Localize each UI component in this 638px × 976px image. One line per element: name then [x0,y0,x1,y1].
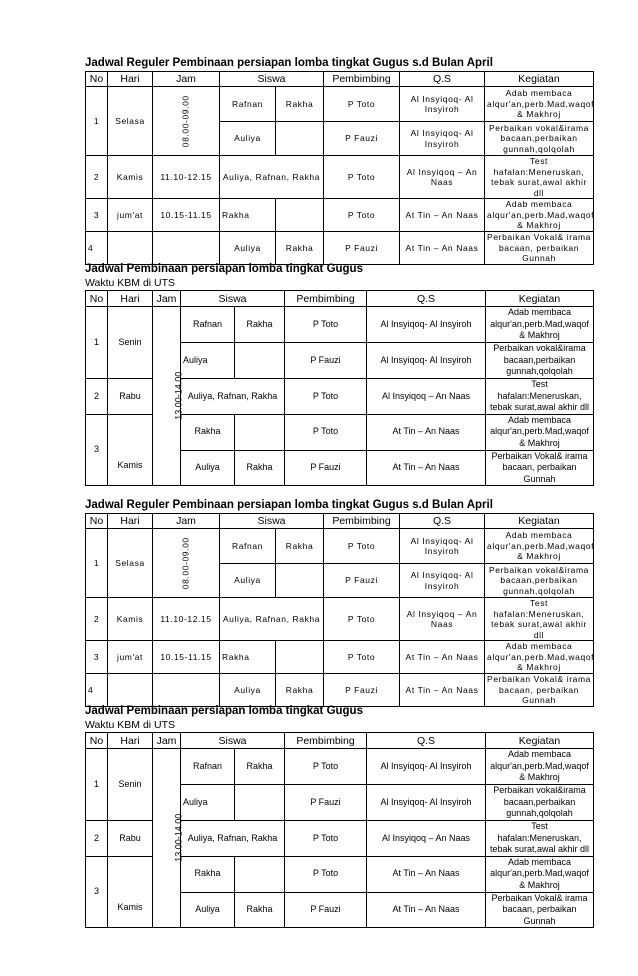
table-row [86,598,594,641]
section-title: Jadwal Reguler Pembinaan persiapan lomba tingkat Gugus s.d Bulan April [85,499,493,511]
cell-hari: jum'at [108,641,153,674]
cell-no: 1 [86,749,108,821]
cell-jam [153,307,184,486]
cell-siswa-2: Rakha [235,749,285,785]
schedule-table [85,290,594,486]
cell-siswa: Auliya, Rafnan, Rakha [181,379,285,415]
cell-pembimbing: P Fauzi [324,564,400,598]
header-hari: Hari [108,733,153,749]
cell-kegiatan: Adab membaca alqur'an,perb.Mad,waqof & Makhroj [485,529,594,564]
cell-hari: Kamis [108,414,153,486]
cell-kegiatan: Adab membaca alqur'an,perb.Mad,waqof & Makhroj [485,87,594,122]
cell-kegiatan: Test hafalan:Meneruskan, tebak surat,awal akhir dll [485,156,594,199]
cell-jam: 10.15-11.15 [153,641,220,674]
cell-hari: Selasa [108,529,153,598]
section-title: Jadwal Reguler Pembinaan persiapan lomba tingkat Gugus s.d Bulan April [85,57,493,69]
header-pembimbing: Pembimbing [285,291,367,307]
cell-pembimbing: P Toto [324,156,400,199]
cell-pembimbing: P Toto [285,821,367,857]
cell-siswa-2 [235,343,285,379]
cell-pembimbing: P Toto [324,641,400,674]
header-siswa: Siswa [220,514,324,529]
cell-siswa-1: Rafnan [181,307,235,343]
cell-kegiatan: Test hafalan:Meneruskan, tebak surat,awal akhir dll [485,598,594,641]
cell-hari [108,674,153,707]
cell-no: 1 [86,307,108,379]
cell-jam [153,87,220,156]
section-subtitle: Waktu KBM di UTS [85,719,176,731]
cell-qs: Al Insyiqoq- Al Insyiroh [400,87,485,122]
cell-kegiatan: Adab membaca alqur'an,perb.Mad,waqof & Makhroj [485,641,594,674]
header-jam: Jam [153,733,181,749]
cell-kegiatan: Perbaikan vokal&irama bacaan,perbaikan gunnah,qolqolah [486,343,594,379]
cell-kegiatan: Perbaikan Vokal& irama bacaan, perbaikan Gunnah [486,450,594,486]
cell-hari: Selasa [108,87,153,156]
schedule-section-uts-1 [85,262,593,486]
cell-pembimbing: P Fauzi [324,674,400,707]
header-pembimbing: Pembimbing [324,72,400,87]
cell-qs: Al Insyiqoq – An Naas [367,821,486,857]
cell-no: 2 [86,156,108,199]
header-kegiatan: Kegiatan [485,514,594,529]
cell-pembimbing: P Fauzi [324,122,400,156]
header-jam: Jam [153,72,220,87]
cell-hari: jum'at [108,199,153,232]
table-row [86,87,594,122]
header-no: No [86,733,108,749]
section-title: Jadwal Pembinaan persiapan lomba tingkat Gugus [85,705,363,717]
cell-siswa-2 [235,856,285,892]
cell-kegiatan: Adab membaca alqur'an,perb.Mad,waqof & Makhroj [486,414,594,450]
table-row [86,749,594,785]
cell-kegiatan: Perbaikan vokal&irama bacaan,perbaikan gunnah,qolqolah [485,564,594,598]
cell-hari: Rabu [108,379,153,415]
cell-kegiatan: Perbaikan vokal&irama bacaan,perbaikan gunnah,qolqolah [485,122,594,156]
cell-siswa-1: Rafnan [220,529,276,564]
cell-no: 1 [86,529,108,598]
cell-no: 4 [86,674,108,707]
cell-siswa-2 [276,122,324,156]
header-qs: Q.S [367,291,486,307]
cell-qs: Al Insyiqoq – An Naas [400,156,485,199]
cell-pembimbing: P Toto [285,414,367,450]
table-header-row [86,291,594,307]
cell-jam: 11.10-12.15 [153,598,220,641]
cell-siswa-2 [235,785,285,821]
cell-jam [153,232,220,265]
cell-siswa-2: Rakha [235,892,285,928]
cell-pembimbing: P Toto [285,379,367,415]
header-qs: Q.S [400,514,485,529]
cell-siswa-2: Rakha [276,232,324,265]
cell-pembimbing: P Fauzi [285,343,367,379]
header-hari: Hari [108,514,153,529]
schedule-table [85,732,594,928]
cell-pembimbing: P Toto [324,199,400,232]
cell-qs: Al Insyiqoq- Al Insyiroh [400,529,485,564]
header-no: No [86,514,108,529]
header-kegiatan: Kegiatan [486,291,594,307]
cell-no: 4 [86,232,108,265]
jam-vertical-text: 08.00-09.00 [180,95,191,147]
table-row [86,232,594,265]
cell-qs: Al Insyiqoq- Al Insyiroh [400,122,485,156]
header-no: No [86,291,108,307]
cell-no: 3 [86,414,108,486]
cell-siswa-2: Rakha [235,307,285,343]
cell-siswa-2: Rakha [235,450,285,486]
cell-jam [153,529,220,598]
cell-qs: At Tin – An Naas [367,414,486,450]
cell-no: 1 [86,87,108,156]
header-jam: Jam [153,514,220,529]
header-hari: Hari [108,72,153,87]
cell-siswa-2 [276,199,324,232]
cell-jam [153,674,220,707]
cell-siswa: Auliya, Rafnan, Rakha [181,821,285,857]
header-kegiatan: Kegiatan [485,72,594,87]
cell-siswa-1: Rakha [181,414,235,450]
cell-siswa: Auliya, Rafnan, Rakha [220,598,324,641]
cell-siswa-1: Auliya [220,674,276,707]
cell-siswa-1: Auliya [181,343,235,379]
cell-pembimbing: P Fauzi [285,450,367,486]
cell-hari: Kamis [108,598,153,641]
cell-hari: Rabu [108,821,153,857]
table-row [86,199,594,232]
header-no: No [86,72,108,87]
cell-no: 2 [86,598,108,641]
cell-kegiatan: Adab membaca alqur'an,perb.Mad,waqof & Makhroj [485,199,594,232]
section-title: Jadwal Pembinaan persiapan lomba tingkat Gugus [85,263,363,275]
cell-no: 2 [86,821,108,857]
cell-qs: Al Insyiqoq- Al Insyiroh [367,343,486,379]
cell-hari [108,232,153,265]
jam-vertical-text: 13.00-14.00 [173,813,184,863]
cell-kegiatan: Perbaikan Vokal& irama bacaan, perbaikan Gunnah [485,232,594,265]
cell-pembimbing: P Fauzi [324,232,400,265]
cell-jam: 10.15-11.15 [153,199,220,232]
schedule-table [85,71,594,265]
cell-pembimbing: P Toto [324,87,400,122]
cell-siswa-2 [276,641,324,674]
schedule-section-reguler-2 [85,498,593,707]
cell-kegiatan: Perbaikan Vokal& irama bacaan, perbaikan Gunnah [486,892,594,928]
cell-kegiatan: Adab membaca alqur'an,perb.Mad,waqof & Makhroj [486,307,594,343]
cell-siswa-1: Auliya [181,892,235,928]
cell-pembimbing: P Toto [285,749,367,785]
header-siswa: Siswa [181,733,285,749]
cell-siswa-1: Rakha [220,641,276,674]
cell-kegiatan: Perbaikan vokal&irama bacaan,perbaikan gunnah,qolqolah [486,785,594,821]
table-row [86,307,594,343]
cell-kegiatan: Test hafalan:Meneruskan, tebak surat,awal akhir dll [486,379,594,415]
cell-qs: Al Insyiqoq- Al Insyiroh [400,564,485,598]
cell-no: 2 [86,379,108,415]
cell-kegiatan: Test hafalan:Meneruskan, tebak surat,awal akhir dll [486,821,594,857]
cell-siswa-1: Auliya [220,564,276,598]
cell-siswa-2 [276,564,324,598]
header-siswa: Siswa [181,291,285,307]
cell-jam [153,749,184,928]
schedule-section-uts-2 [85,704,593,928]
cell-qs: Al Insyiqoq – An Naas [367,379,486,415]
cell-pembimbing: P Fauzi [285,892,367,928]
cell-siswa-1: Rakha [220,199,276,232]
cell-qs: Al Insyiqoq- Al Insyiroh [367,785,486,821]
cell-siswa-1: Auliya [181,450,235,486]
cell-pembimbing: P Toto [324,529,400,564]
cell-qs: Al Insyiqoq- Al Insyiroh [367,749,486,785]
table-row [86,641,594,674]
header-qs: Q.S [400,72,485,87]
cell-siswa: Auliya, Rafnan, Rakha [220,156,324,199]
cell-siswa-1: Rafnan [181,749,235,785]
cell-qs: At Tin – An Naas [400,641,485,674]
cell-siswa-1: Rakha [181,856,235,892]
cell-kegiatan: Adab membaca alqur'an,perb.Mad,waqof & Makhroj [486,856,594,892]
cell-siswa-1: Auliya [181,785,235,821]
cell-kegiatan: Adab membaca alqur'an,perb.Mad,waqof & Makhroj [486,749,594,785]
cell-siswa-2: Rakha [276,674,324,707]
cell-pembimbing: P Toto [285,307,367,343]
schedule-section-reguler-1 [85,56,593,265]
cell-pembimbing: P Toto [285,856,367,892]
header-pembimbing: Pembimbing [324,514,400,529]
table-header-row [86,514,594,529]
jam-vertical-text: 08.00-09.00 [180,537,191,589]
header-qs: Q.S [367,733,486,749]
table-row [86,674,594,707]
jam-vertical-text: 13.00-14.00 [173,371,184,421]
cell-qs: At Tin – An Naas [367,856,486,892]
header-kegiatan: Kegiatan [486,733,594,749]
header-hari: Hari [108,291,153,307]
cell-hari: Kamis [108,156,153,199]
cell-pembimbing: P Toto [324,598,400,641]
header-siswa: Siswa [220,72,324,87]
header-pembimbing: Pembimbing [285,733,367,749]
header-jam: Jam [153,291,181,307]
cell-hari: Kamis [108,856,153,928]
section-subtitle: Waktu KBM di UTS [85,277,176,289]
table-header-row [86,72,594,87]
cell-qs: At Tin – An Naas [367,450,486,486]
table-row [86,156,594,199]
cell-qs: Al Insyiqoq- Al Insyiroh [367,307,486,343]
table-header-row [86,733,594,749]
schedule-table [85,513,594,707]
cell-hari: Senin [108,307,153,379]
cell-siswa-1: Auliya [220,122,276,156]
cell-siswa-1: Auliya [220,232,276,265]
cell-siswa-1: Rafnan [220,87,276,122]
cell-qs: At Tin – An Naas [367,892,486,928]
table-row [86,529,594,564]
cell-siswa-2: Rakha [276,529,324,564]
cell-qs: At Tin – An Naas [400,232,485,265]
cell-no: 3 [86,856,108,928]
cell-jam: 11.10-12.15 [153,156,220,199]
cell-qs: Al Insyiqoq – An Naas [400,598,485,641]
cell-pembimbing: P Fauzi [285,785,367,821]
cell-no: 3 [86,199,108,232]
cell-qs: At Tin – An Naas [400,674,485,707]
cell-siswa-2 [235,414,285,450]
cell-qs: At Tin – An Naas [400,199,485,232]
cell-siswa-2: Rakha [276,87,324,122]
cell-kegiatan: Perbaikan Vokal& irama bacaan, perbaikan Gunnah [485,674,594,707]
cell-hari: Senin [108,749,153,821]
cell-no: 3 [86,641,108,674]
